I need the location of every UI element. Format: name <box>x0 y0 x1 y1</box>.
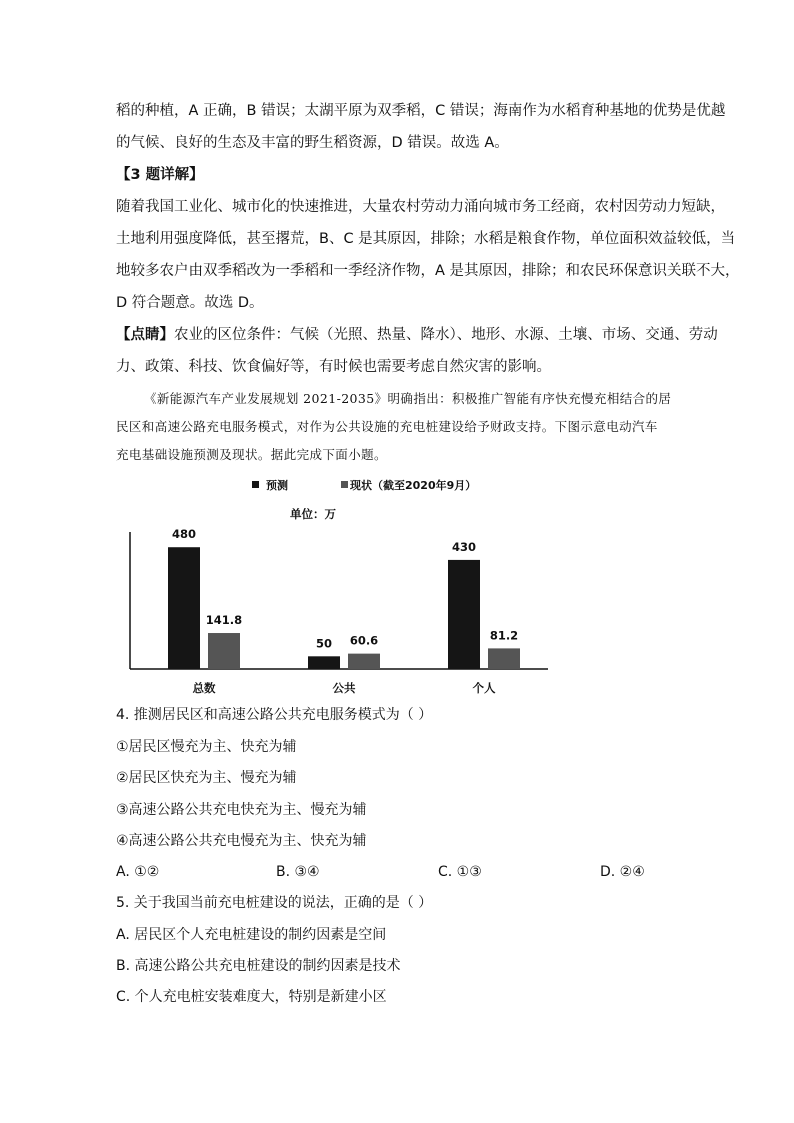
bar-chart <box>120 470 560 700</box>
paragraph-line: 稻的种植，A 正确，B 错误；太湖平原为双季稻，C 错误；海南作为水稻育种基地的优势是优越 <box>116 103 726 119</box>
lead-line: 充电基础设施预测及现状。据此完成下面小题。 <box>116 447 387 462</box>
section-header: 【3 题详解】 <box>116 167 204 183</box>
question-stem: 5. 关于我国当前充电桩建设的说法，正确的是（ ） <box>116 895 433 911</box>
bar <box>448 560 480 669</box>
answer-option[interactable]: C. ①③ <box>438 864 482 880</box>
data-label: 50 <box>315 636 333 651</box>
question-item: ①居民区慢充为主、快充为辅 <box>116 739 297 755</box>
bar <box>308 656 340 669</box>
bar <box>208 633 240 669</box>
answer-option[interactable]: A. 居民区个人充电桩建设的制约因素是空间 <box>116 927 387 943</box>
category-label: 公共 <box>332 681 356 695</box>
data-label: 141.8 <box>205 613 243 628</box>
legend-swatch <box>252 481 259 488</box>
paragraph-line: 力、政策、科技、饮食偏好等，有时候也需要考虑自然灾害的影响。 <box>116 359 551 375</box>
tip-header: 【点睛】 <box>116 327 174 343</box>
lead-line: 民区和高速公路充电服务模式，对作为公共设施的充电桩建设给予财政支持。下图示意电动汽车 <box>116 419 658 434</box>
category-label: 总数 <box>192 681 216 695</box>
bar <box>488 648 520 669</box>
data-label: 81.2 <box>489 628 519 643</box>
legend-swatch <box>341 481 348 488</box>
question-item: ④高速公路公共充电慢充为主、快充为辅 <box>116 833 367 849</box>
chart-title: 单位：万 <box>290 507 336 521</box>
bar <box>348 654 380 669</box>
paragraph-line: 的气候、良好的生态及丰富的野生稻资源，D 错误。故选 A。 <box>116 135 509 151</box>
paragraph-line: 土地利用强度降低，甚至撂荒，B、C 是其原因，排除；水稻是粮食作物，单位面积效益较低，当 <box>116 231 736 247</box>
legend-label: 现状（截至2020年9月） <box>350 479 477 492</box>
tip-text: 农业的区位条件：气候（光照、热量、降水）、地形、水源、土壤、市场、交通、劳动 <box>174 327 718 343</box>
category-label: 个人 <box>472 681 496 695</box>
data-label: 430 <box>451 539 477 554</box>
legend-label: 预测 <box>266 479 288 492</box>
lead-line: 《新能源汽车产业发展规划 2021-2035》明确指出：积极推广智能有序快充慢充相结合的居 <box>144 391 672 406</box>
paragraph-line: 地较多农户由双季稻改为一季稻和一季经济作物，A 是其原因，排除；和农民环保意识关联不大， <box>116 263 740 279</box>
tip-line <box>116 325 718 345</box>
bar <box>168 547 200 669</box>
paragraph-line: 随着我国工业化、城市化的快速推进，大量农村劳动力涌向城市务工经商，农村因劳动力短缺， <box>116 199 725 215</box>
answer-option[interactable]: B. ③④ <box>276 864 320 880</box>
question-item: ②居民区快充为主、慢充为辅 <box>116 770 297 786</box>
data-label: 60.6 <box>349 633 379 648</box>
data-label: 480 <box>171 527 197 542</box>
paragraph-line: D 符合题意。故选 D。 <box>116 295 264 311</box>
question-stem: 4. 推测居民区和高速公路公共充电服务模式为（ ） <box>116 707 433 723</box>
answer-option[interactable]: A. ①② <box>116 864 160 880</box>
answer-option[interactable]: C. 个人充电桩安装难度大，特别是新建小区 <box>116 989 387 1005</box>
answer-option[interactable]: D. ②④ <box>600 864 645 880</box>
answer-option[interactable]: B. 高速公路公共充电桩建设的制约因素是技术 <box>116 958 401 974</box>
question-item: ③高速公路公共充电快充为主、慢充为辅 <box>116 802 367 818</box>
